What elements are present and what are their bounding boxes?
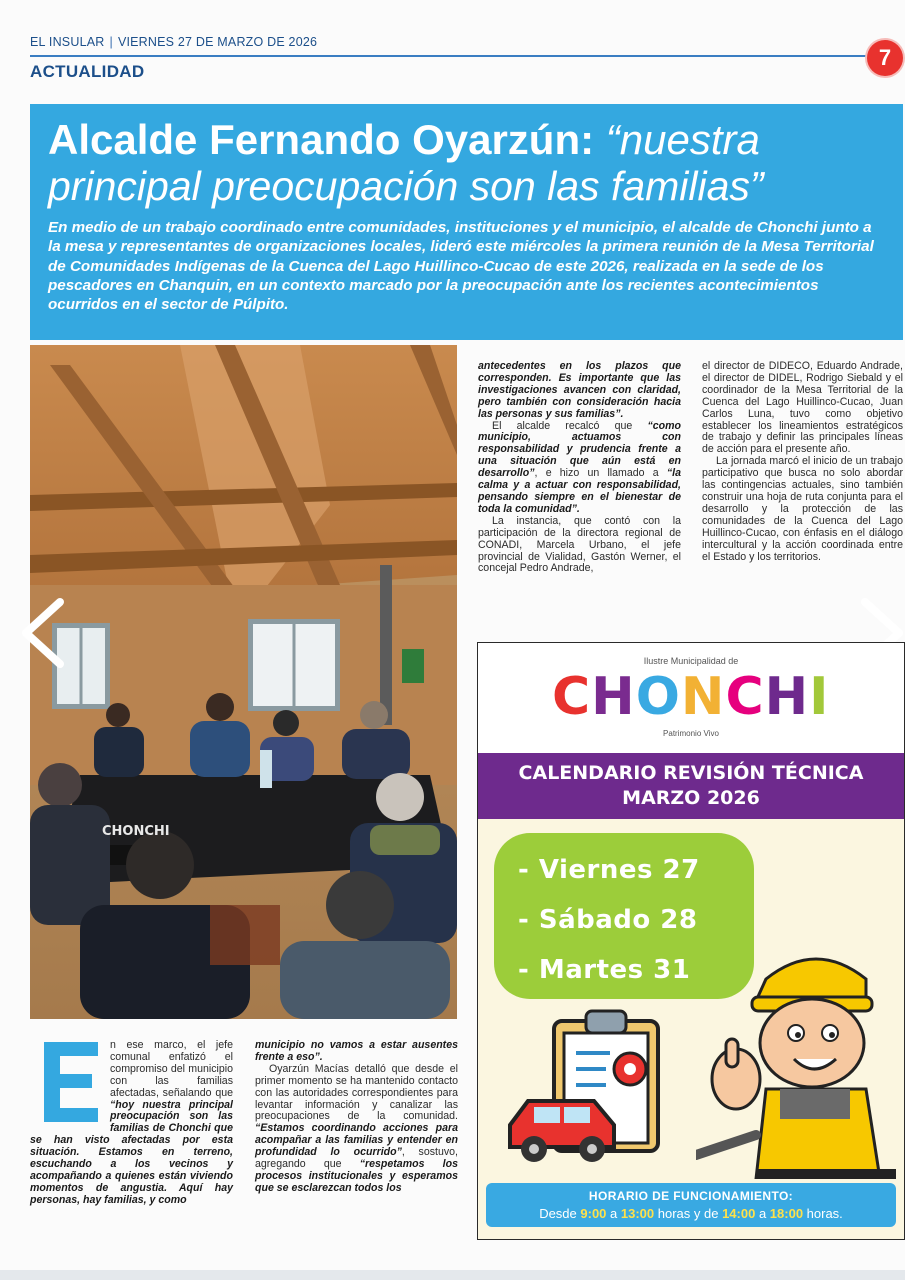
header-rule bbox=[30, 55, 868, 57]
prev-arrow-icon[interactable] bbox=[20, 598, 66, 668]
article-column-2 bbox=[478, 361, 681, 575]
hours-time-3: 14:00 bbox=[722, 1206, 756, 1221]
ad-body bbox=[478, 819, 904, 1239]
bcol2-paragraph-1 bbox=[255, 1040, 458, 1064]
logo-letter: H bbox=[591, 667, 636, 727]
headline-bold: Alcalde Fernando Oyarzún: bbox=[48, 116, 595, 163]
meeting-photo bbox=[30, 345, 457, 1019]
col3-paragraph-2: La jornada marcó el inicio de un trabajo participativo que busca no solo abordar las contingencias actuales, sino también construir una hoja de ruta conjunta para el desarrollo y la protección de las comunidades de la Cuenca del Lago Huillinco-Cucao, con énfasis en el diálogo intercultural y la acción coordinada entre el Estado y los territorios. bbox=[702, 455, 903, 563]
hours-desde: Desde bbox=[539, 1206, 581, 1221]
headline-line1 bbox=[48, 118, 760, 162]
masthead bbox=[30, 35, 317, 49]
hours-mid: horas y de bbox=[654, 1206, 723, 1221]
footer-strip bbox=[0, 1270, 905, 1280]
headline-quote-start: “nuestra bbox=[605, 116, 760, 163]
ad-title-line2: MARZO 2026 bbox=[622, 787, 760, 809]
ad-title-line1: CALENDARIO REVISIÓN TÉCNICA bbox=[518, 762, 864, 784]
ad-header bbox=[478, 643, 904, 753]
headline-box bbox=[30, 104, 903, 340]
col2-quote-d: “la calma y a actuar con responsabilidad, pensando siempre en el bienestar de toda la comunidad”. bbox=[478, 467, 681, 515]
bcol2-quote-d: “respetamos los procesos institucionales y esperamos que se esclarezcan todos los bbox=[255, 1158, 458, 1194]
ad-date-3: - Martes 31 bbox=[518, 955, 691, 985]
col2-quote: antecedentes en los plazos que corresponden. Es importante que las investigaciones avancen con claridad, pero también con consideración hacia las personas y sus familias”. bbox=[478, 360, 681, 420]
hours-end: horas. bbox=[803, 1206, 843, 1221]
col2-text-a: El alcalde recalcó que bbox=[492, 419, 648, 432]
paper-name: EL INSULAR bbox=[30, 35, 105, 49]
bcol2-text-a: Oyarzún Macías detalló que desde el primer momento se ha mantenido contacto con las autoridades correspondientes para levantar información y canalizar las preocupaciones de la comunidad. bbox=[255, 1062, 458, 1123]
photo-banner-text: CHONCHI bbox=[102, 824, 170, 839]
logo-letter: H bbox=[764, 667, 810, 727]
bcol2-quote: municipio no vamos a estar ausentes frente a eso”. bbox=[255, 1039, 458, 1063]
issue-date: VIERNES 27 DE MARZO DE 2026 bbox=[117, 35, 318, 49]
bcol2-quote-b: “Estamos coordinando acciones para acompañar a las familias y entender en profundidad lo ocurrido” bbox=[255, 1122, 458, 1159]
article-lead: En medio de un trabajo coordinado entre comunidades, instituciones y el municipio, el alcalde de Chonchi junto a la mesa y representantes de organizaciones locales, lideró este miércoles la primera reunión de la Mesa Territorial de Comunidades Indígenas de la Cuenca del Lago Huillinco-Cucao de este 2026, realizada en la sede de los pescadores en Chanquin, en un contexto marcado por la preocupación ante los recientes acontecimientos ocurridos en el sector de Púlpito. bbox=[48, 219, 874, 314]
drop-cap-e bbox=[40, 1040, 102, 1124]
logo-letter: O bbox=[635, 667, 681, 727]
col2-quote-b: “como municipio, actuamos con responsabilidad y prudencia frente a una situación que aún está en desarrollo” bbox=[478, 419, 681, 480]
bcol2-paragraph-2 bbox=[255, 1064, 458, 1195]
section-label: ACTUALIDAD bbox=[30, 62, 145, 81]
chonchi-ad[interactable] bbox=[477, 642, 905, 1240]
headline-line2: principal preocupación son las familias” bbox=[48, 163, 764, 209]
mechanic-mascot-icon bbox=[696, 939, 896, 1179]
logo-letter: C bbox=[552, 667, 592, 727]
col2-paragraph-1 bbox=[478, 361, 681, 421]
masthead-separator: | bbox=[109, 35, 113, 49]
ad-date-1: - Viernes 27 bbox=[518, 855, 700, 885]
bcol1-text: n ese marco, el jefe comunal enfatizó el compromiso del municipio con las familias afectadas, señalando que bbox=[110, 1039, 233, 1099]
chonchi-logo bbox=[552, 667, 830, 727]
ad-hours-text bbox=[486, 1203, 896, 1221]
logo-letter: N bbox=[680, 667, 726, 727]
logo-letter: C bbox=[725, 667, 765, 727]
ad-hours-box bbox=[486, 1183, 896, 1227]
col2-text-c: , e hizo un llamado a bbox=[534, 467, 667, 480]
ad-title-band bbox=[478, 753, 904, 819]
col2-paragraph-2 bbox=[478, 421, 681, 516]
hours-time-4: 18:00 bbox=[769, 1206, 804, 1221]
article-bottom-column-1 bbox=[30, 1040, 233, 1207]
hours-a-2: a bbox=[755, 1206, 770, 1221]
hours-time-2: 13:00 bbox=[620, 1206, 655, 1221]
hours-a-1: a bbox=[606, 1206, 621, 1221]
page-number-badge: 7 bbox=[867, 40, 903, 76]
hours-time-1: 9:00 bbox=[580, 1206, 607, 1221]
bcol1-quote: “hoy nuestra principal preocupación son las familias de Chonchi que se han visto afectadas por esta situación. Estamos en terreno, escuchando a los vecinos y acompañando a quienes están viviendo momentos de angustia. Aquí hay personas, hay familias, y como bbox=[30, 1098, 233, 1206]
article-column-3 bbox=[702, 361, 903, 563]
bcol2-text-c: , sostuvo, agregando que bbox=[255, 1146, 458, 1171]
ad-municipality: Ilustre Municipalidad de bbox=[643, 656, 739, 666]
clipboard-car-icon bbox=[502, 1005, 682, 1175]
ad-tagline: Patrimonio Vivo bbox=[663, 729, 719, 738]
ad-date-2: - Sábado 28 bbox=[518, 905, 698, 935]
article-bottom-column-2 bbox=[255, 1040, 458, 1195]
ad-hours-title: HORARIO DE FUNCIONAMIENTO: bbox=[588, 1189, 794, 1203]
logo-letter: I bbox=[809, 667, 830, 727]
col2-paragraph-3: La instancia, que contó con la participación de la directora regional de CONADI, Marcela Urbano, el jefe provincial de Vialidad, Gastón Werner, el concejal Pedro Andrade, bbox=[478, 514, 681, 575]
col3-paragraph-1: el director de DIDECO, Eduardo Andrade, el director de DIDEL, Rodrigo Siebald y el coordinador de la Mesa Territorial de la Cuenca del Lago Huillinco-Cucao, Juan Carlos Luna, tuvo como objetivo establecer los lineamientos estratégicos de trabajo y definir las principales líneas de acción para el presente año. bbox=[702, 360, 903, 456]
